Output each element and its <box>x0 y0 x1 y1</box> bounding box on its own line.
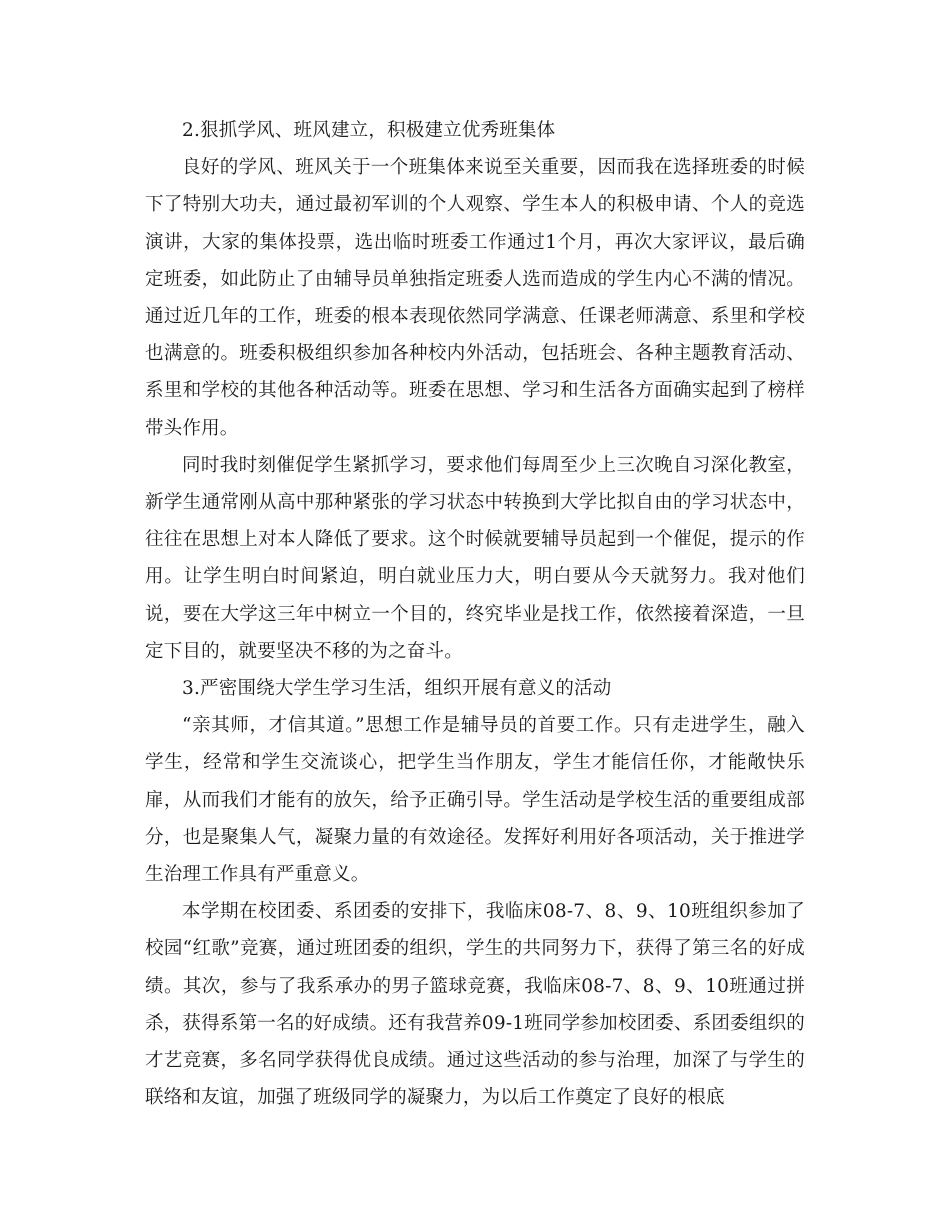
paragraph-class-committee: 良好的学风、班风关于一个班集体来说至关重要，因而我在选择班委的时候下了特别大功夫，通过最初军训的个人观察、学生本人的积极申请、个人的竞选演讲，大家的集体投票，选出临时班委工作通过1个月，再次大家评议，最后确定班委，如此防止了由辅导员单独指定班委人选而造成的学生内心不满的情况。通过近几年的工作，班委的根本表现依然同学满意、任课老师满意、系里和学校也满意的。班委积极组织参加各种校内外活动，包括班会、各种主题教育活动、系里和学校的其他各种活动等。班委在思想、学习和生活各方面确实起到了榜样带头作用。 <box>145 157 805 439</box>
section-heading-3: 3.严密围绕大学生学习生活，组织开展有意义的活动 <box>182 678 612 700</box>
paragraph-ideological-work: “亲其师，才信其道。”思想工作是辅导员的首要工作。只有走进学生，融入学生，经常和学生交流谈心，把学生当作朋友，学生才能信任你，才能敞快乐扉，从而我们才能有的放矢，给予正确引导。学生活动是学校生活的重要组成部分，也是聚集人气，凝聚力量的有效途径。发挥好利用好各项活动，关于推进学生治理工作具有严重意义。 <box>145 715 805 886</box>
paragraph-activities: 本学期在校团委、系团委的安排下，我临床08-7、8、9、10班组织参加了校园“红歌”竞赛，通过班团委的组织，学生的共同努力下，获得了第三名的好成绩。其次，参与了我系承办的男子篮球竞赛，我临床08-7、8、9、10班通过拼杀，获得系第一名的好成绩。还有我营养09-1班同学参加校团委、系团委组织的才艺竞赛，多名同学获得优良成绩。通过这些活动的参与治理，加深了与学生的联络和友谊，加强了班级同学的凝聚力，为以后工作奠定了良好的根底 <box>145 901 805 1109</box>
document-body <box>145 112 805 1116</box>
paragraph-study-urging: 同时我时刻催促学生紧抓学习，要求他们每周至少上三次晚自习深化教室，新学生通常刚从高中那种紧张的学习状态中转换到大学比拟自由的学习状态中，往往在思想上对本人降低了要求。这个时候就要辅导员起到一个催促，提示的作用。让学生明白时间紧迫，明白就业压力大，明白要从今天就努力。我对他们说，要在大学这三年中树立一个目的，终究毕业是找工作，依然接着深造，一旦定下目的，就要坚决不移的为之奋斗。 <box>145 454 805 662</box>
section-heading-2: 2.狠抓学风、班风建立，积极建立优秀班集体 <box>182 120 556 141</box>
